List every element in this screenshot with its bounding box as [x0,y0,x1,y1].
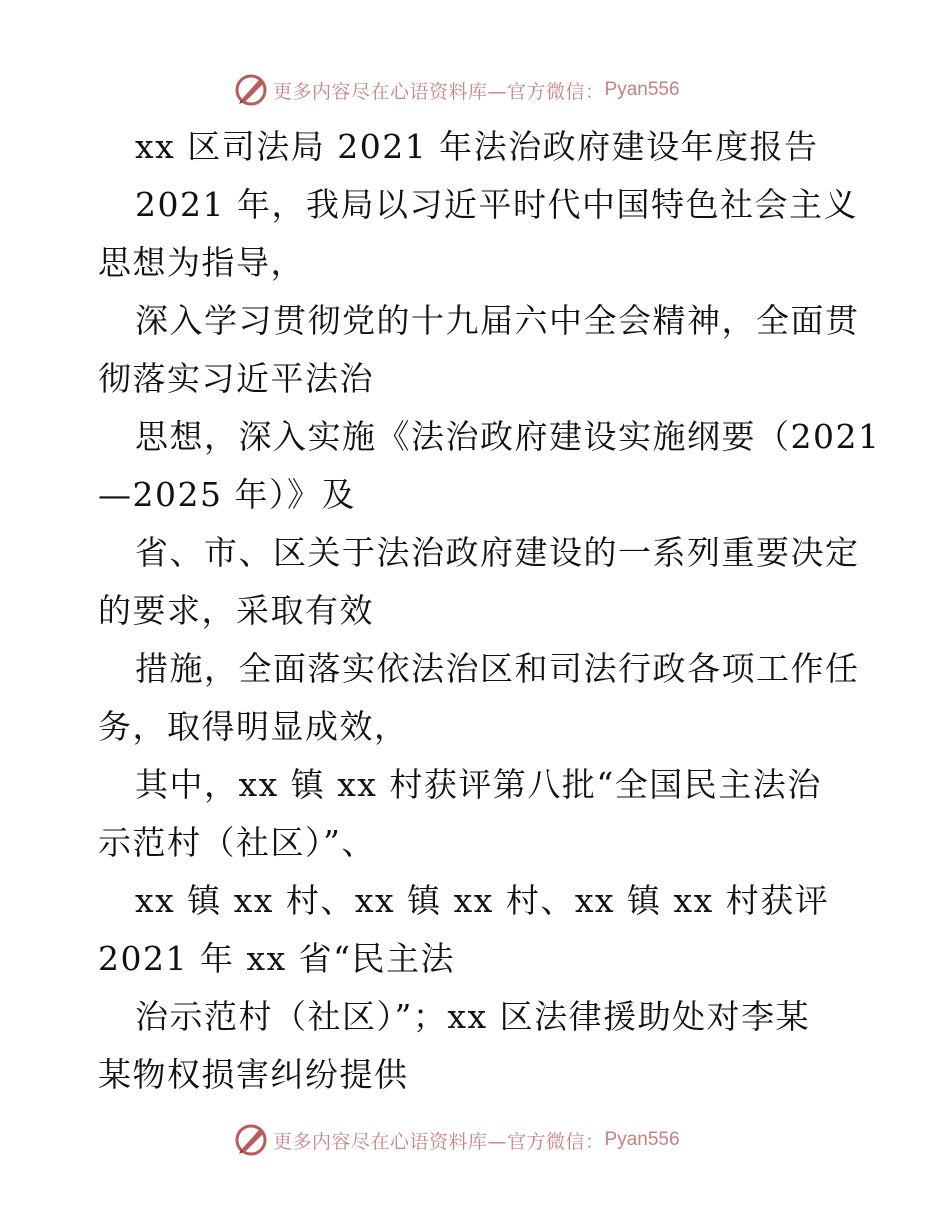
text-line: 的要求，采取有效 [98,591,374,630]
text-line: 思想，深入实施《法治政府建设实施纲要（2021 [135,417,881,456]
text-line: 省、市、区关于法治政府建设的一系列重要决定 [135,533,860,572]
text-line: —2025 年）》及 [98,475,356,514]
text-line: 务，取得明显成效， [98,707,409,746]
watermark-id: Pyan556 [604,79,680,100]
text-line: 其中，xx 镇 xx 村获评第八批“全国民主法治 [135,765,822,804]
watermark-id: Pyan556 [604,1129,680,1150]
watermark-footer [233,1120,713,1160]
text-line: 思想为指导， [98,243,305,282]
document-body [98,118,881,1104]
text-line: 某物权损害纠纷提供 [98,1055,409,1094]
pen-logo-icon [233,72,269,108]
text-line: 深入学习贯彻党的十九届六中全会精神，全面贯 [135,301,860,340]
text-line: 措施，全面落实依法治区和司法行政各项工作任 [135,649,860,688]
text-line: 示范村（社区）”、 [98,823,376,862]
text-line: 治示范村（社区）”；xx 区法律援助处对李某 [135,997,811,1036]
text-line: 2021 年，我局以习近平时代中国特色社会主义 [135,185,858,224]
watermark-text: 更多内容尽在心语资料库—官方微信： [273,80,605,103]
text-line: xx 镇 xx 村、xx 镇 xx 村、xx 镇 xx 村获评 [135,881,830,920]
watermark-header [233,70,713,110]
text-line: 彻落实习近平法治 [98,359,374,398]
text-line: 2021 年 xx 省“民主法 [98,939,456,978]
document-title: xx 区司法局 2021 年法治政府建设年度报告 [135,127,819,166]
pen-logo-icon [233,1122,269,1158]
watermark-text: 更多内容尽在心语资料库—官方微信： [273,1130,605,1153]
